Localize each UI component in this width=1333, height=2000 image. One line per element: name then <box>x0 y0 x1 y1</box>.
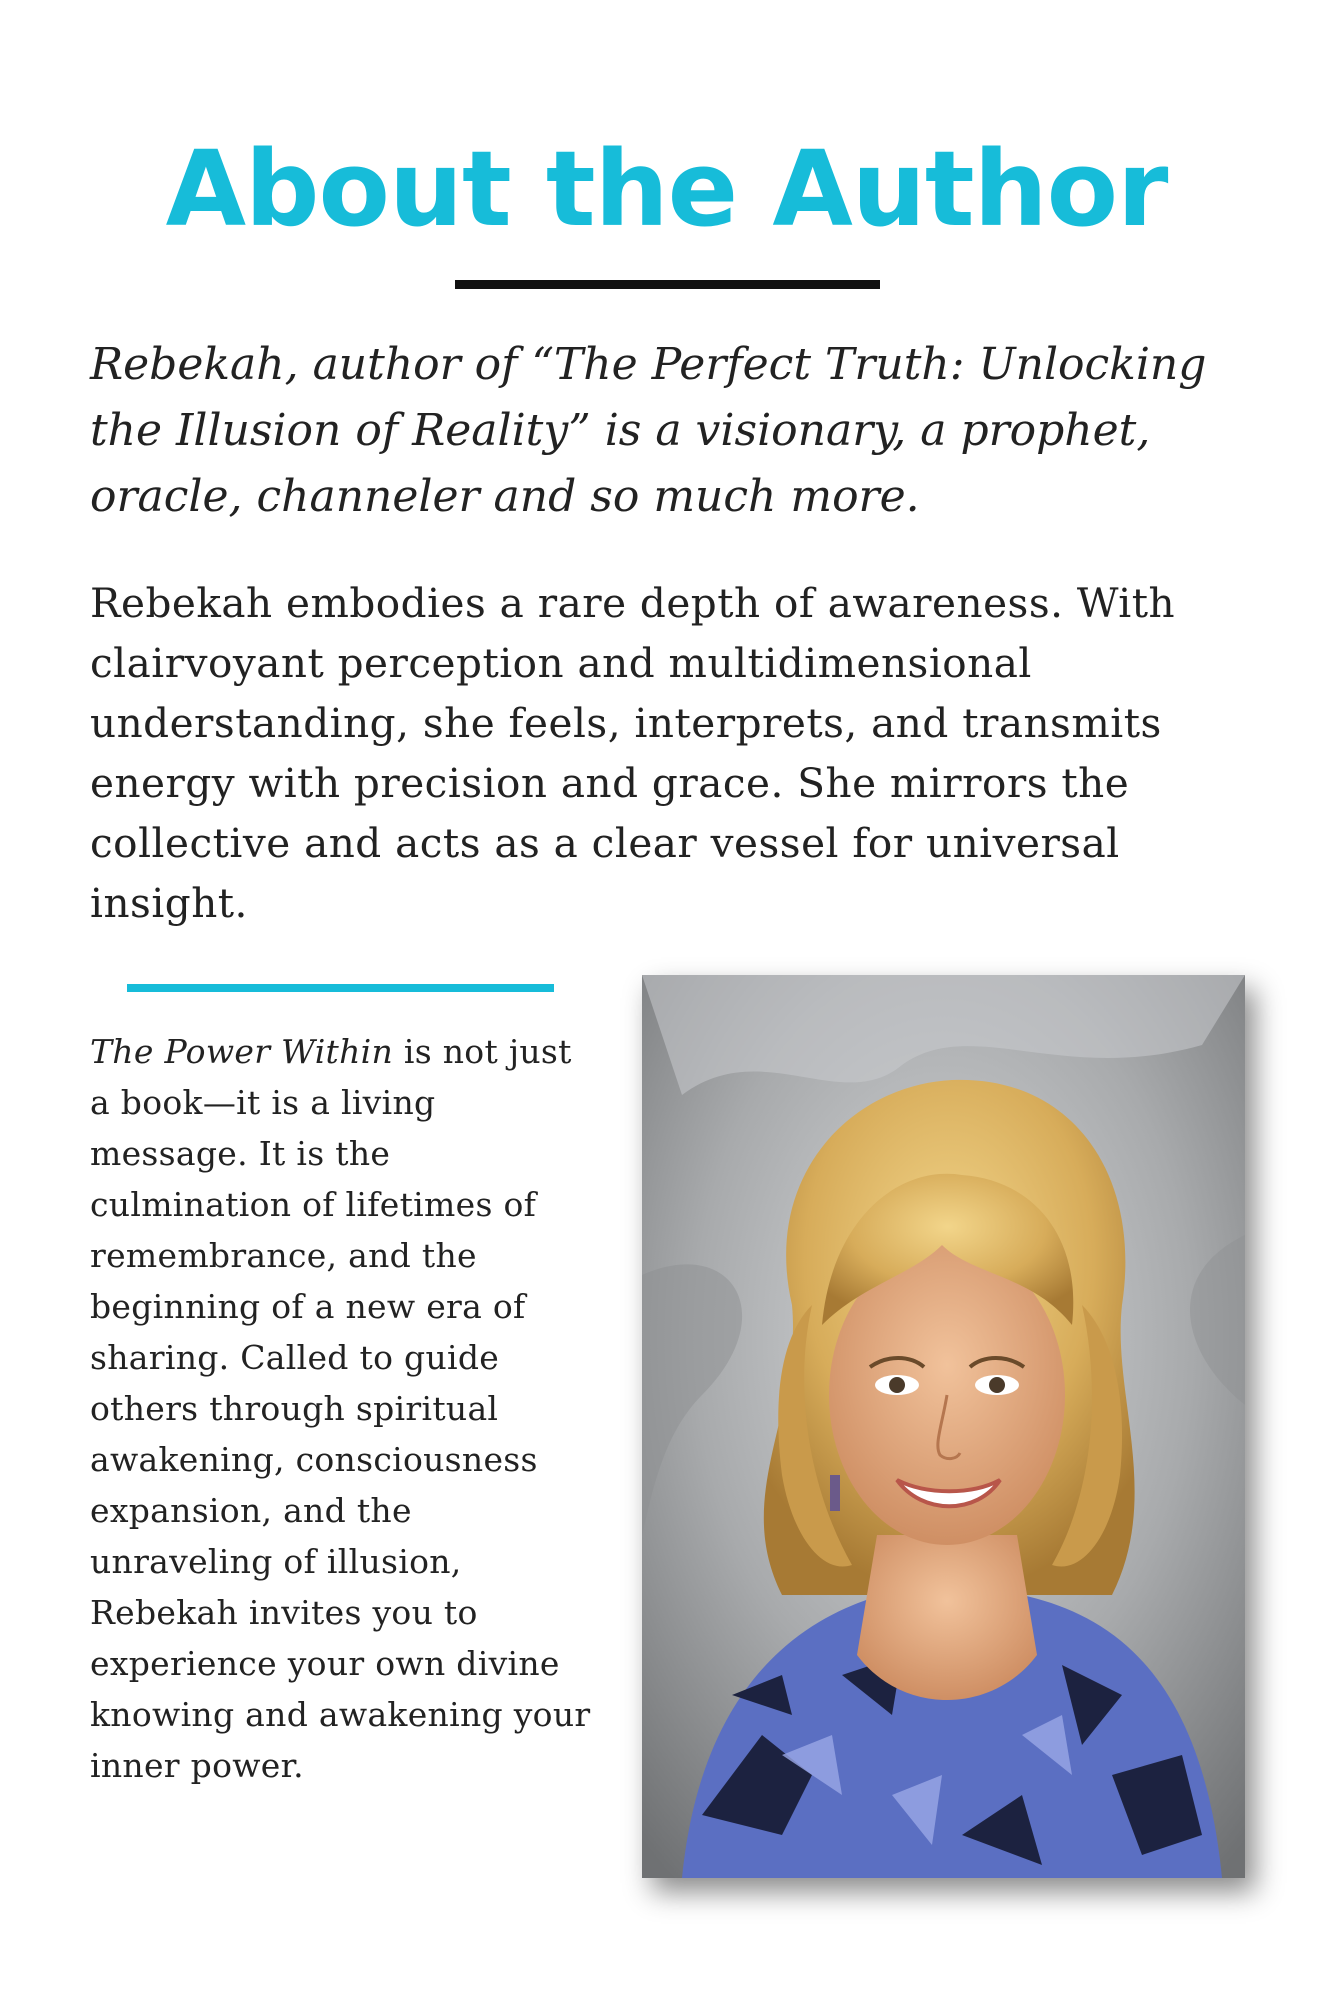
accent-divider <box>127 984 554 992</box>
awareness-paragraph: Rebekah embodies a rare depth of awareness. With clairvoyant perception and multidimensional understanding, she feels, interprets, and transmits energy with precision and grace. She mirrors the collective and acts as a clear vessel for universal insight. <box>90 579 1176 927</box>
title-divider <box>455 280 880 289</box>
page-title: About the Author <box>165 128 1168 250</box>
author-photo <box>642 975 1245 1878</box>
intro-paragraph: Rebekah, author of “The Perfect Truth: Unlocking the Illusion of Reality” is a visionary, a prophet, oracle, channeler and so much more. <box>90 339 1207 522</box>
power-within-paragraph <box>90 1026 600 1791</box>
author-portrait-illustration <box>642 975 1245 1878</box>
power-within-text: is not just a book—it is a living message. It is the culmination of lifetimes of remembrance, and the beginning of a new era of sharing. Called to guide others through spiritual awakening, consciousness expansion, and the unraveling of illusion, Rebekah invites you to experience your own divine knowing and awakening your inner power. <box>90 1032 591 1785</box>
book-title: The Power Within <box>90 1032 394 1071</box>
